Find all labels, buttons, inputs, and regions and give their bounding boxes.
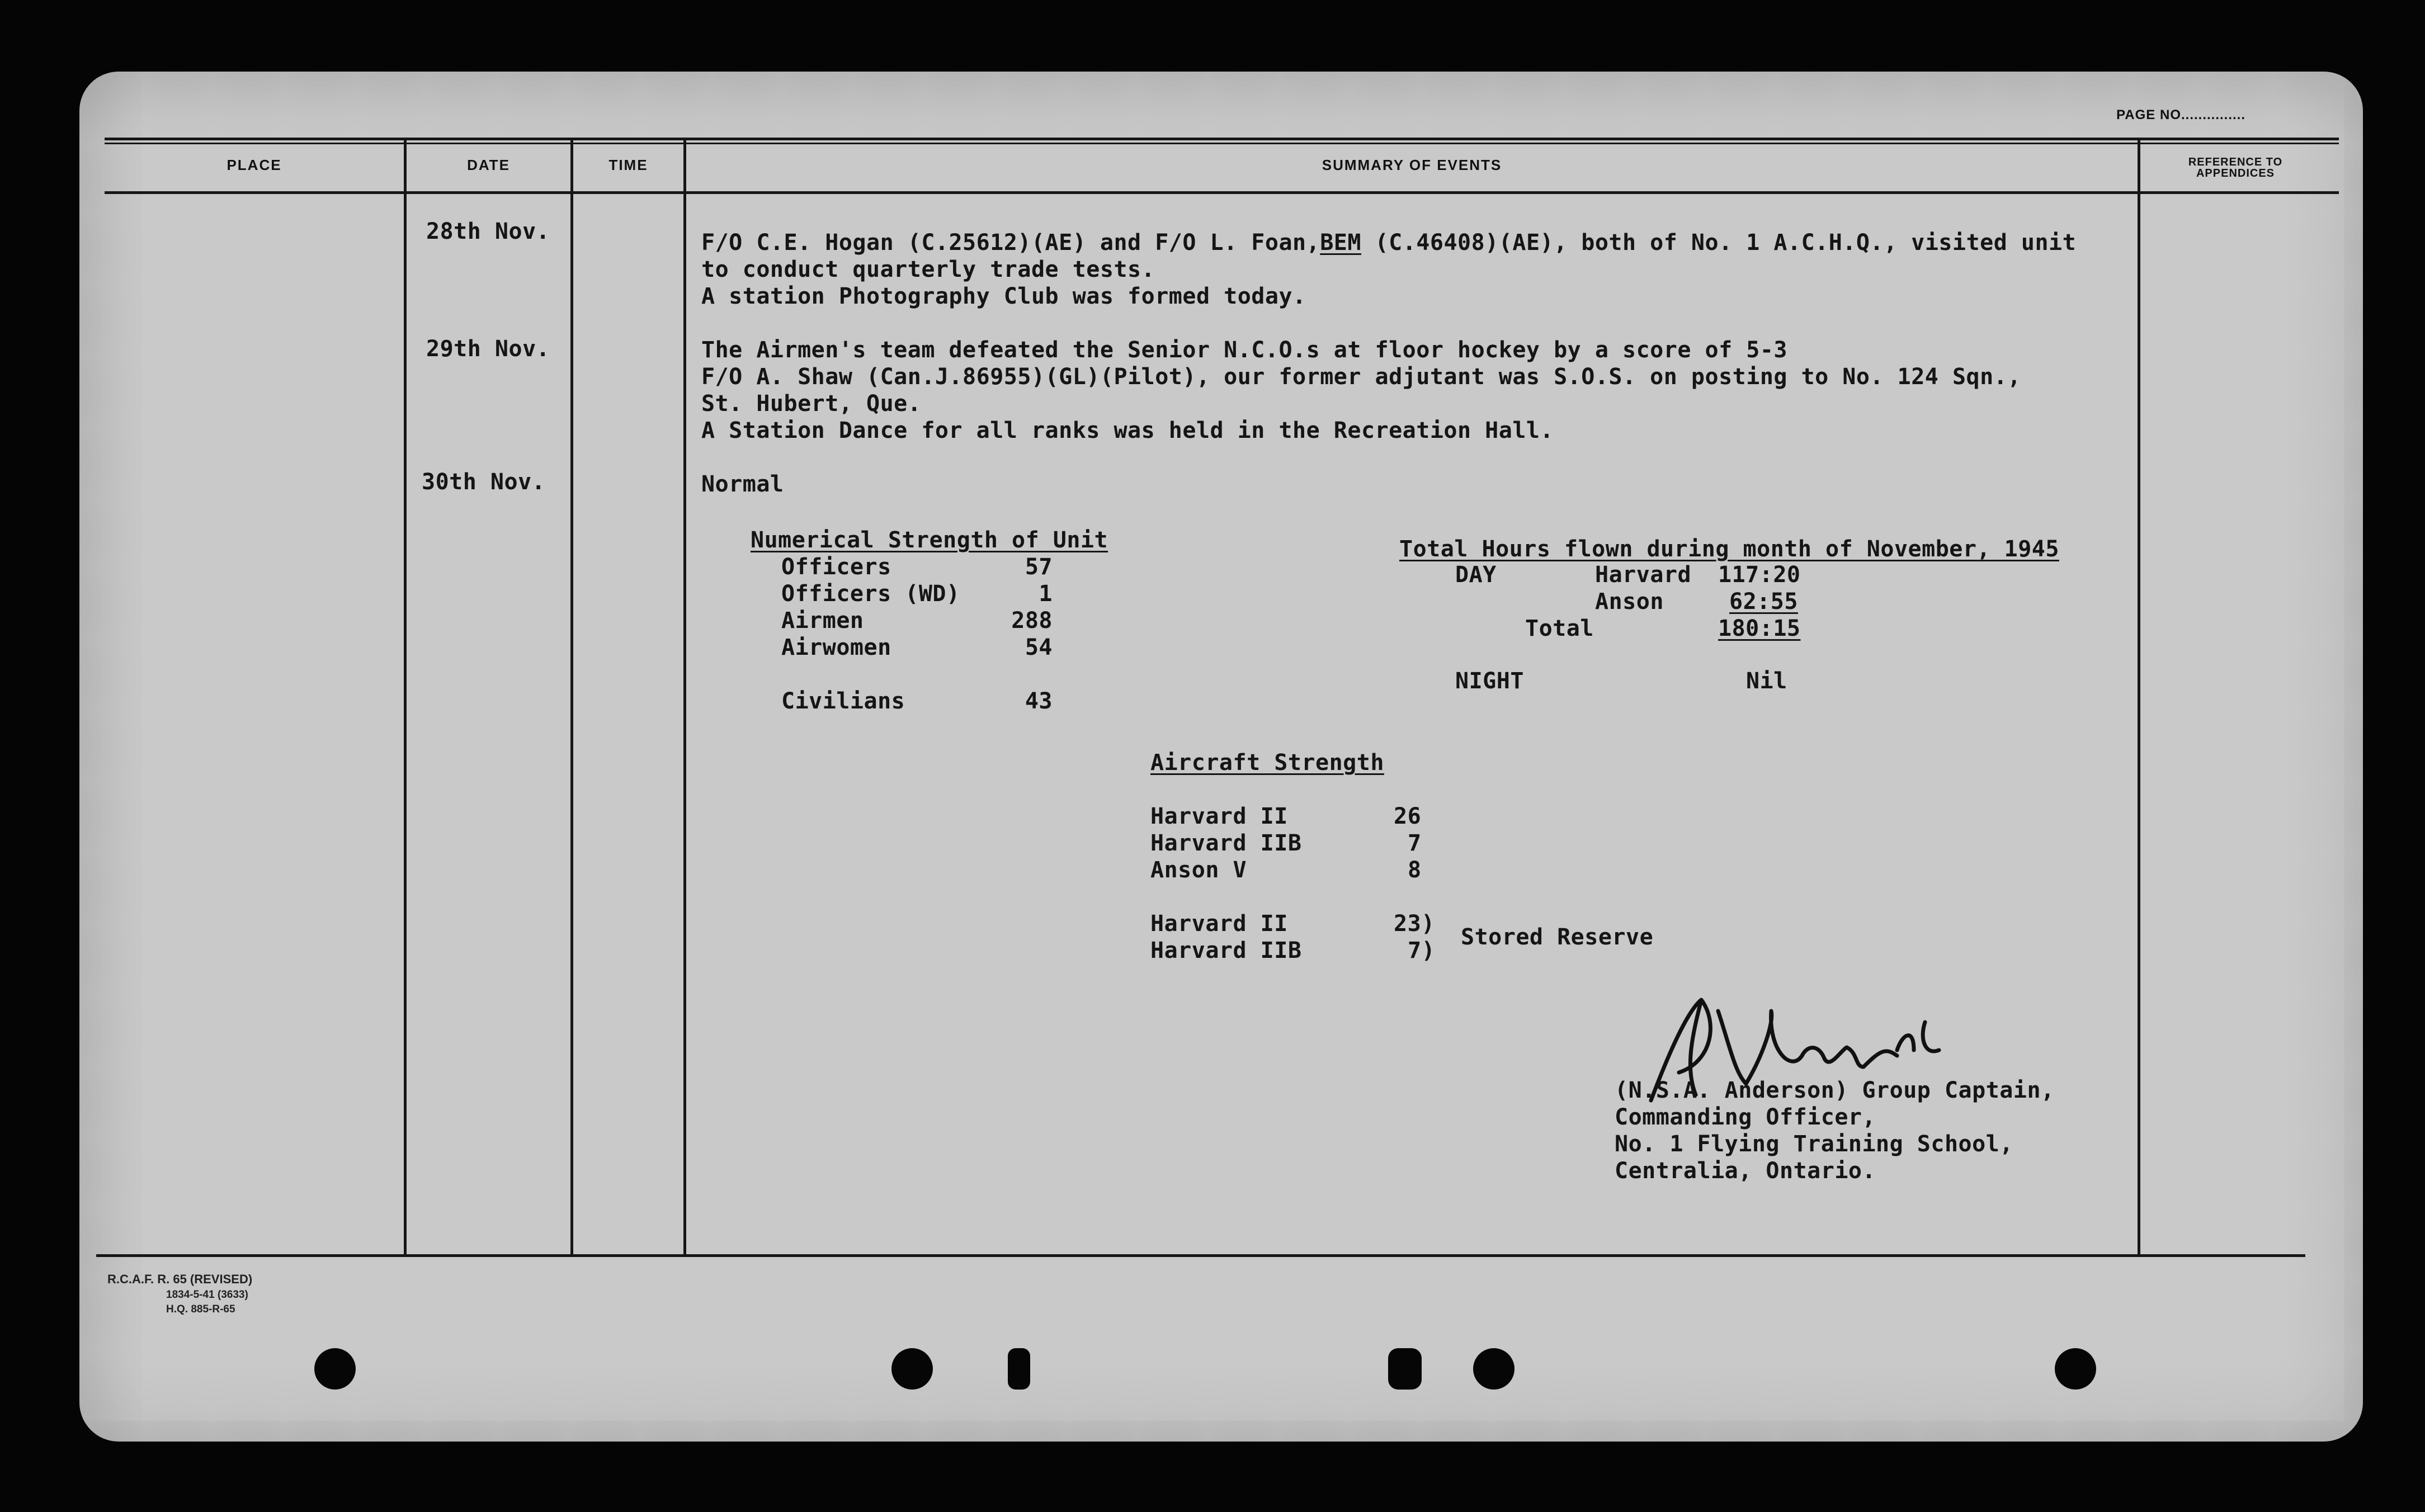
form-footer — [107, 1272, 252, 1318]
record-sheet — [79, 72, 2363, 1442]
column-divider-time — [683, 140, 686, 1255]
aircraft-type: Harvard II — [1150, 911, 1288, 937]
table-bottom-rule — [96, 1254, 2305, 1257]
aircraft-title: Aircraft Strength — [1150, 750, 1384, 776]
column-divider-summary — [2138, 140, 2140, 1255]
signoff-line: (N.S.A. Anderson) Group Captain, — [1615, 1078, 2055, 1103]
strength-label: Airmen — [781, 608, 864, 634]
punch-hole — [1473, 1348, 1515, 1390]
strength-value: 1 — [1039, 581, 1053, 607]
hours-anson-value: 62:55 — [1729, 589, 1798, 615]
aircraft-count: 23) — [1394, 911, 1435, 937]
punch-hole — [314, 1348, 356, 1390]
header-bottom-rule — [105, 191, 2339, 194]
entry-date: 28th Nov. — [426, 219, 550, 244]
hours-harvard-value: 117:20 — [1718, 562, 1801, 588]
form-hq-code: H.Q. 885-R-65 — [166, 1303, 235, 1315]
signoff-line: No. 1 Flying Training School, — [1615, 1131, 2013, 1157]
column-divider-date — [570, 140, 573, 1255]
hours-total-label: Total — [1525, 616, 1594, 641]
entry-line: St. Hubert, Que. — [701, 391, 922, 417]
entry-line: to conduct quarterly trade tests. — [701, 257, 1155, 282]
aircraft-type: Harvard IIB — [1150, 938, 1302, 963]
signoff-line: Centralia, Ontario. — [1615, 1158, 1876, 1184]
hours-title: Total Hours flown during month of November, 1945 — [1399, 536, 2059, 562]
strength-value: 54 — [1025, 635, 1053, 660]
hours-anson-label: Anson — [1595, 589, 1664, 615]
punch-hole — [1388, 1348, 1422, 1390]
strength-value: 57 — [1025, 554, 1053, 580]
entry-line: A station Photography Club was formed today. — [701, 284, 1306, 309]
bem-underlined: BEM — [1320, 230, 1361, 256]
header-top-rule-2 — [105, 143, 2339, 144]
column-header-place: PLACE — [227, 157, 282, 173]
header-top-rule — [105, 138, 2339, 140]
aircraft-count: 8 — [1408, 857, 1422, 883]
hours-night-value: Nil — [1746, 668, 1787, 694]
reference-header-line1: REFERENCE TO — [2188, 156, 2283, 168]
column-header-date: DATE — [467, 157, 510, 173]
punch-hole — [2055, 1348, 2096, 1390]
hours-night-label: NIGHT — [1455, 668, 1524, 694]
punch-hole — [891, 1348, 933, 1390]
page-number-label: PAGE NO............... — [2116, 107, 2245, 122]
column-header-reference — [2140, 157, 2330, 179]
entry-line: F/O A. Shaw (Can.J.86955)(GL)(Pilot), our former adjutant was S.O.S. on posting to No. 124 Sqn., — [701, 364, 2021, 390]
hours-harvard-label: Harvard — [1595, 562, 1692, 588]
hours-total-value: 180:15 — [1718, 616, 1801, 641]
reference-header-line2: APPENDICES — [2196, 167, 2275, 179]
entry-line: F/O C.E. Hogan (C.25612)(AE) and F/O L. Foan,BEM (C.46408)(AE), both of No. 1 A.C.H.Q., visited unit — [701, 230, 2077, 256]
column-header-summary: SUMMARY OF EVENTS — [1322, 157, 1502, 173]
punch-hole — [1008, 1348, 1030, 1390]
signoff-line: Commanding Officer, — [1615, 1104, 1876, 1130]
entry-line: Normal — [701, 471, 784, 497]
column-divider-place — [404, 140, 407, 1255]
aircraft-type: Harvard IIB — [1150, 830, 1302, 856]
form-print-code: 1834-5-41 (3633) — [166, 1289, 248, 1301]
aircraft-type: Anson V — [1150, 857, 1247, 883]
stored-reserve-label: Stored Reserve — [1461, 924, 1654, 950]
strength-label: Officers (WD) — [781, 581, 960, 607]
aircraft-count: 7 — [1408, 830, 1422, 856]
aircraft-type: Harvard II — [1150, 804, 1288, 829]
strength-label: Officers — [781, 554, 891, 580]
strength-value: 288 — [1011, 608, 1053, 634]
strength-label: Airwomen — [781, 635, 891, 660]
aircraft-count: 26 — [1394, 804, 1422, 829]
strength-value: 43 — [1025, 688, 1053, 714]
aircraft-count: 7) — [1408, 938, 1436, 963]
strength-title: Numerical Strength of Unit — [751, 527, 1108, 553]
entry-date: 30th Nov. — [422, 469, 546, 495]
strength-label: Civilians — [781, 688, 905, 714]
entry-line: The Airmen's team defeated the Senior N.C.O.s at floor hockey by a score of 5-3 — [701, 337, 1787, 363]
entry-date: 29th Nov. — [426, 336, 550, 362]
form-number: R.C.A.F. R. 65 (REVISED) — [107, 1272, 253, 1286]
entry-line: A Station Dance for all ranks was held in the Recreation Hall. — [701, 418, 1554, 443]
hours-day-label: DAY — [1455, 562, 1497, 588]
column-header-time: TIME — [608, 157, 648, 173]
